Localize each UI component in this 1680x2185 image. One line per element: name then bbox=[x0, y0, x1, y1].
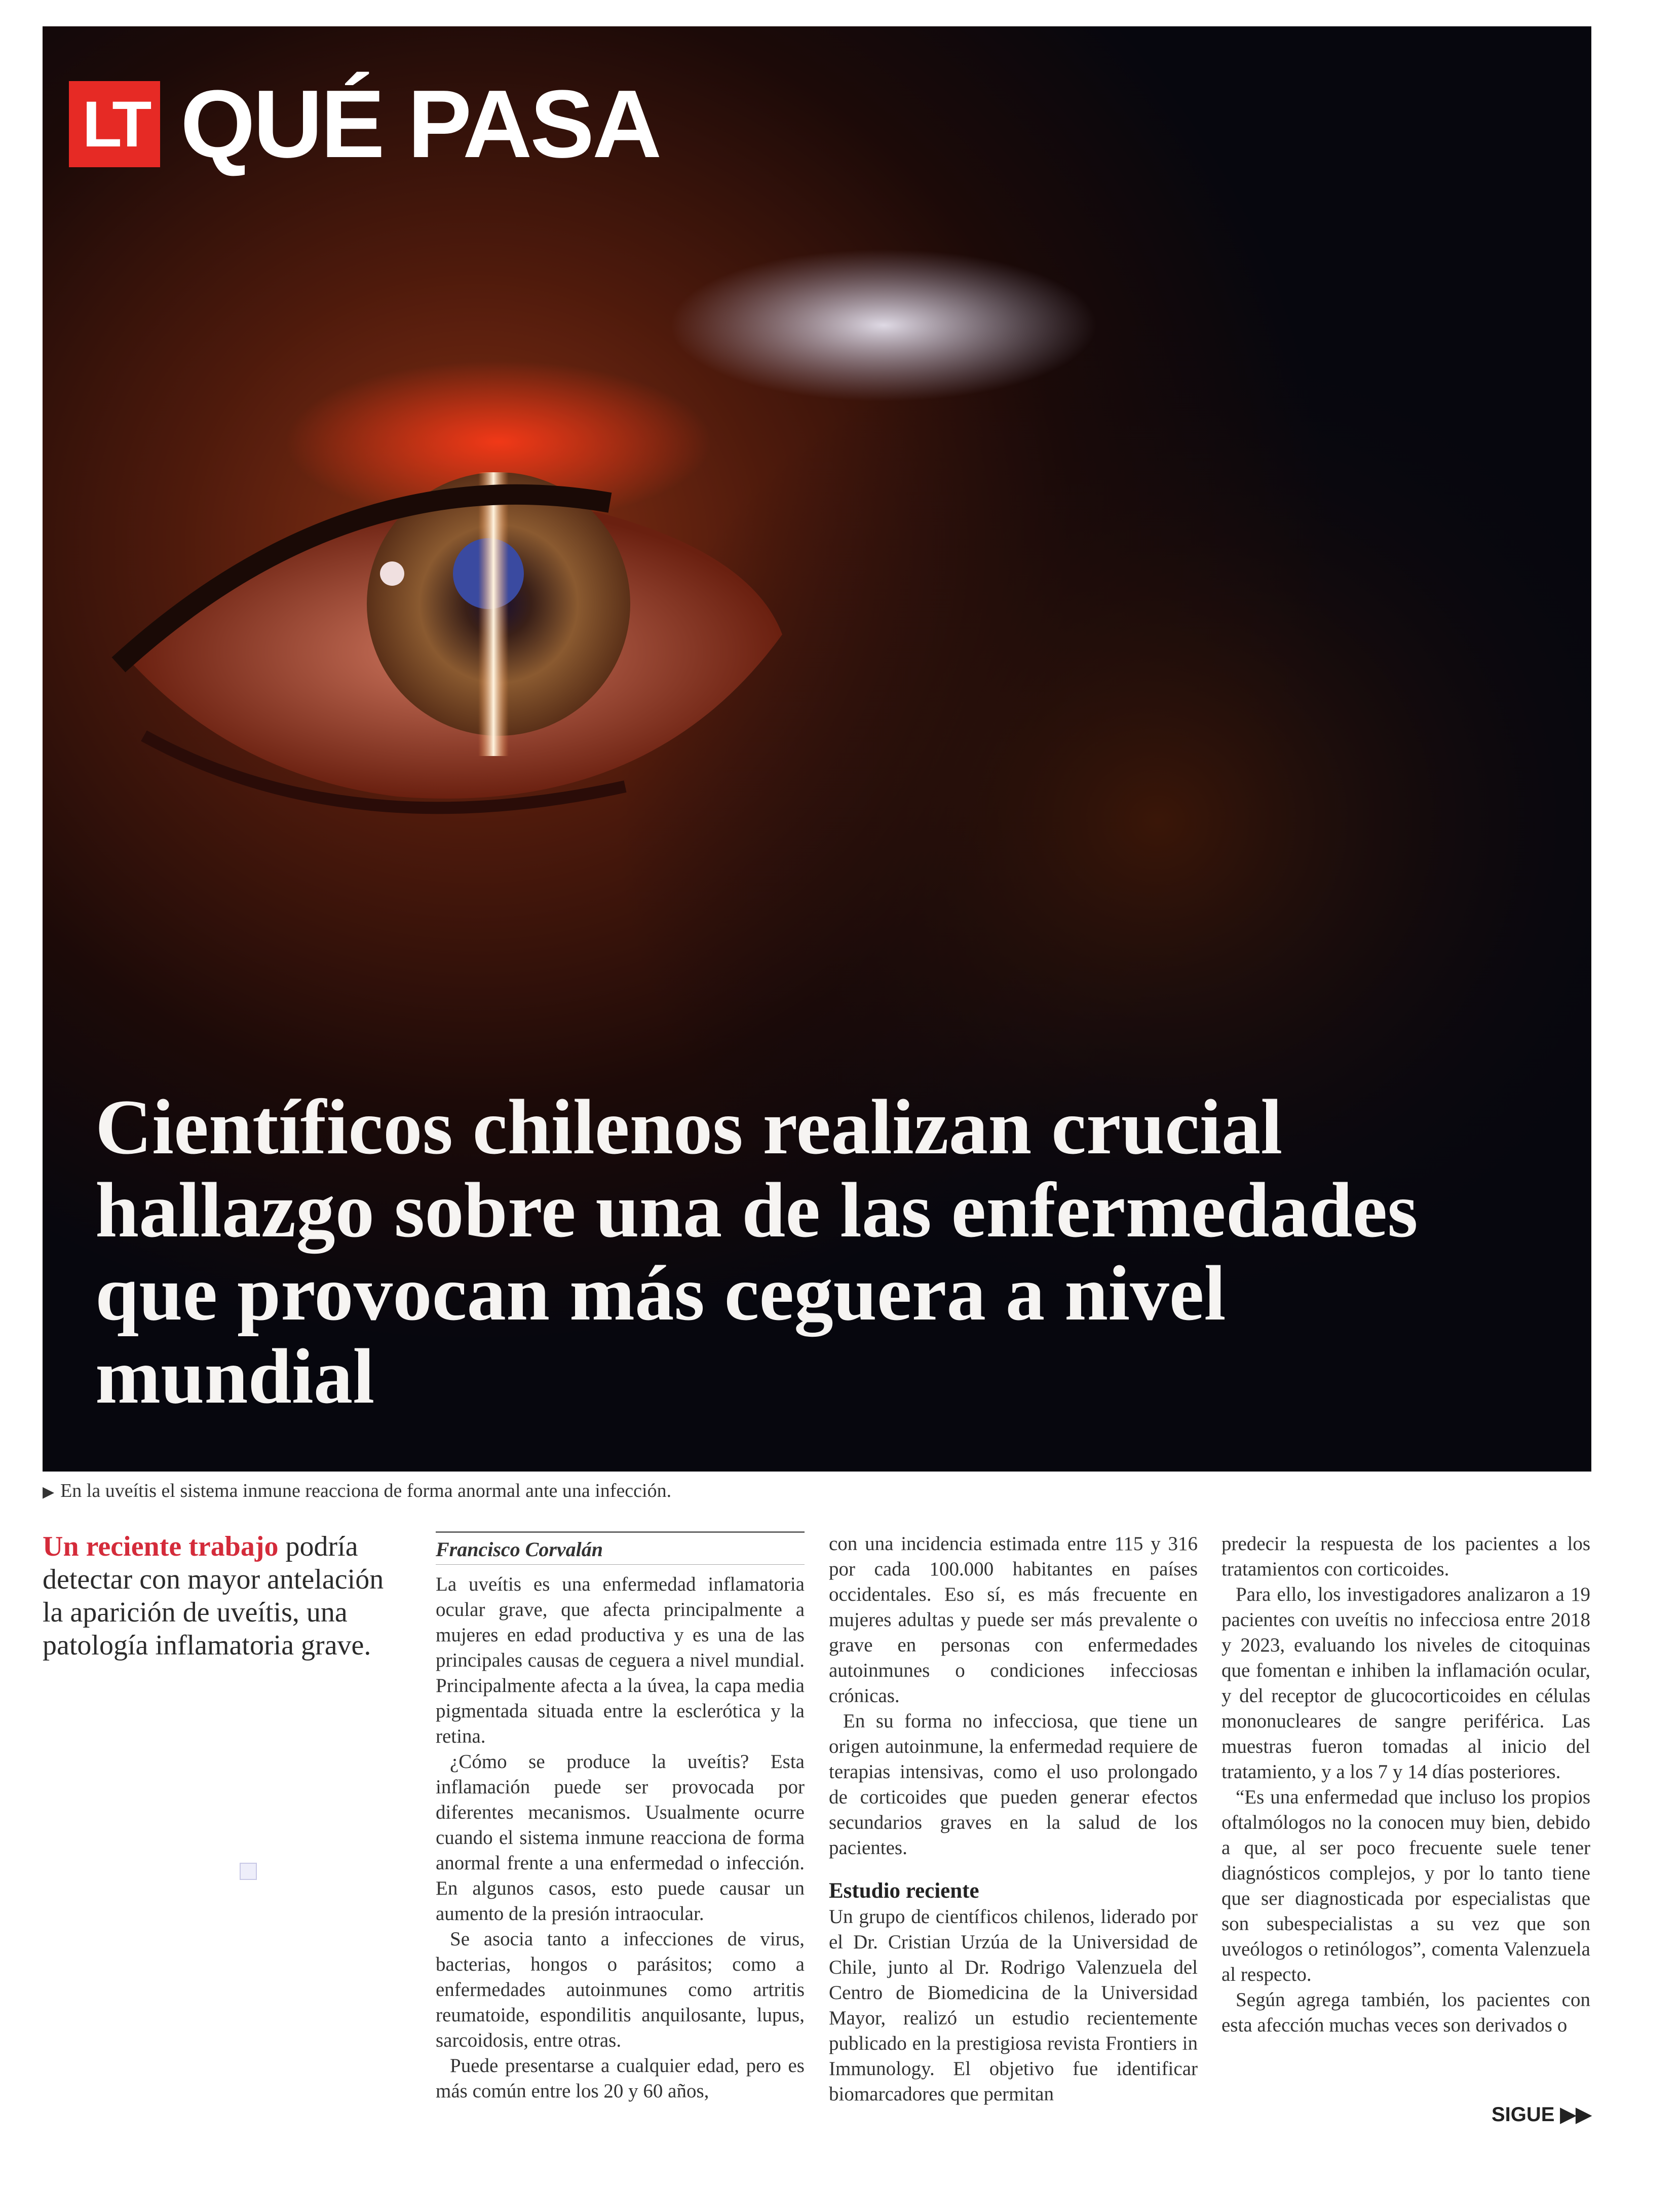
lede-text: podría detectar con mayor antelación la aparición de uveítis, una patología inflamatoria grave. bbox=[43, 1531, 384, 1661]
paragraph: predecir la respuesta de los pacientes a los tratamientos con corticoides. bbox=[1221, 1533, 1590, 1580]
hero-photo bbox=[43, 26, 1591, 1472]
paragraph: con una incidencia estimada entre 115 y 316 por cada 100.000 habitantes en países occidentales. Eso sí, es más frecuente en mujeres adultas y puede ser más prevalente o grave en personas con enfermedades autoinmunes o condiciones infecciosas crónicas. bbox=[829, 1533, 1198, 1707]
lt-logo: LT bbox=[69, 81, 160, 167]
subheading: Estudio reciente bbox=[829, 1879, 979, 1903]
paragraph: Un grupo de científicos chilenos, liderado por el Dr. Cristian Urzúa de la Universidad de Chile, junto al Dr. Rodrigo Valenzuela del Centro de Biomedicina de la Universidad Mayor, realizó un estudio recientemente publicado en la prestigiosa revista Frontiers in Immunology. El objetivo fue identificar biomarcadores que permitan bbox=[829, 1906, 1198, 2105]
lede-kicker: Un reciente trabajo bbox=[43, 1531, 279, 1562]
paragraph: Se asocia tanto a infecciones de virus, bacterias, hongos o parásitos; como a enfermedades autoinmunes como artritis reumatoide, espondilitis anquilosante, lupus, sarcoidosis, entre otras. bbox=[436, 1928, 805, 2051]
section-title: QUÉ PASA bbox=[180, 70, 660, 178]
paragraph: En su forma no infecciosa, que tiene un origen autoinmune, la enfermedad requiere de terapias intensivas, como el uso prolongado de corticoides que pueden generar efectos secundarios graves en la salud de los pacientes. bbox=[829, 1710, 1198, 1859]
annotation-marker-icon bbox=[240, 1863, 257, 1880]
column-1 bbox=[436, 1531, 805, 2104]
paragraph: Puede presentarse a cualquier edad, pero es más común entre los 20 y 60 años, bbox=[436, 2055, 805, 2102]
continue-label: SIGUE ▶▶ bbox=[1492, 2103, 1592, 2126]
paragraph: Para ello, los investigadores analizaron a 19 pacientes con uveítis no infecciosa entre 2018 y 2023, evaluando los niveles de citoquinas que fomentan e inhiben la inflamación ocular, y del receptor de glucocorticoides en células mononucleares de sangre periférica. Las muestras fueron tomadas al inicio del tratamiento, y a los 7 y 14 días posteriores. bbox=[1221, 1584, 1590, 1783]
column-2 bbox=[829, 1531, 1198, 2107]
caption-marker-icon: ▶ bbox=[43, 1483, 55, 1501]
paragraph: “Es una enfermedad que incluso los propios oftalmólogos no la conocen muy bien, debido a que, al ser poco frecuente suele tener diagnósticos complejos, y por lo tanto tiene que ser diagnosticada por especialistas que son subespecialistas a su vez que son uveólogos o retinólogos”, comenta Valenzuela al respecto. bbox=[1221, 1786, 1590, 1985]
paragraph: Según agrega también, los pacientes con esta afección muchas veces son derivados o bbox=[1221, 1989, 1590, 2036]
headline: Científicos chilenos realizan crucial hallazgo sobre una de las enfermedades que provocan más ceguera a nivel mundial bbox=[95, 1083, 1418, 1420]
caption-text: En la uveítis el sistema inmune reacciona de forma anormal ante una infección. bbox=[60, 1480, 672, 1501]
photo-caption bbox=[43, 1480, 671, 1502]
paragraph: ¿Cómo se produce la uveítis? Esta inflamación puede ser provocada por diferentes mecanismos. Usualmente ocurre cuando el sistema inmune reacciona de forma anormal frente a una enfermedad o infección. En algunos casos, esto puede causar un aumento de la presión intraocular. bbox=[436, 1751, 805, 1925]
paragraph: La uveítis es una enfermedad inflamatoria ocular grave, que afecta principalmente a mujeres en edad productiva y es una de las principales causas de ceguera a nivel mundial. Principalmente afecta a la úvea, la capa media pigmentada situada entre la esclerótica y la retina. bbox=[436, 1573, 805, 1747]
byline: Francisco Corvalán bbox=[436, 1531, 805, 1565]
column-3 bbox=[1221, 1531, 1590, 2038]
section-logo bbox=[69, 70, 660, 178]
lede bbox=[43, 1530, 387, 1662]
